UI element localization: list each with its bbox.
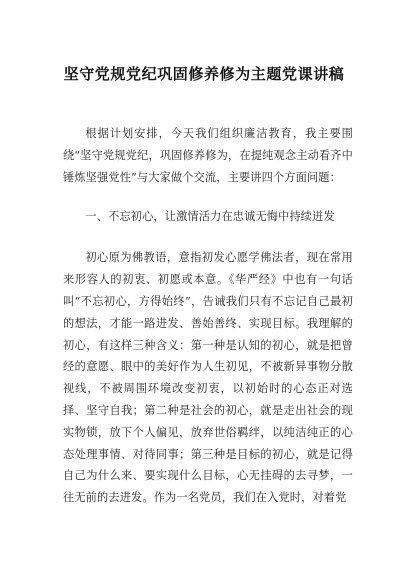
document-title: 坚守党规党纪巩固修养修为主题党课讲稿 xyxy=(63,65,345,83)
intro-paragraph: 根据计划安排，今天我们组织廉洁教育，我主要围绕“坚守党规党纪，巩固修养修为，在提纯观念主动看齐中锤炼坚强党性”与大家做个交流，主要讲四个方面问题： xyxy=(63,127,353,184)
document-body xyxy=(63,123,353,509)
section-heading: 一、不忘初心，让激情活力在忠诚无悔中持续迸发 xyxy=(85,210,335,224)
body-paragraph: 初心原为佛教语，意指初发心愿学佛法者，现在常用来形容人的初衷、初愿或本意。《华严经》中也有一句话叫“不忘初心，方得始终”，告诫我们只有不忘记自己最初的想法，才能一路进发、善始善终、实现目标。我理解的初心，有这样三种含义：第一种是认知的初心，就是把曾经的意愿、眼中的美好作为人生初见，不被新异事物分散视线，不被周围环境改变初衷，以初始时的心态正对选择、坚守自我；第二种是社会的初心，就是走出社会的现实物锁，放下个人偏见，放弃世俗羁绊，以纯洁纯正的心态处理事情、对待同事；第三种是目标的初心，就是记得自己为什么来、要实现什么目标，心无挂碍的去寻梦，一往无前的去进发。作为一名党员，我们在入党时，对着党 xyxy=(63,251,353,505)
